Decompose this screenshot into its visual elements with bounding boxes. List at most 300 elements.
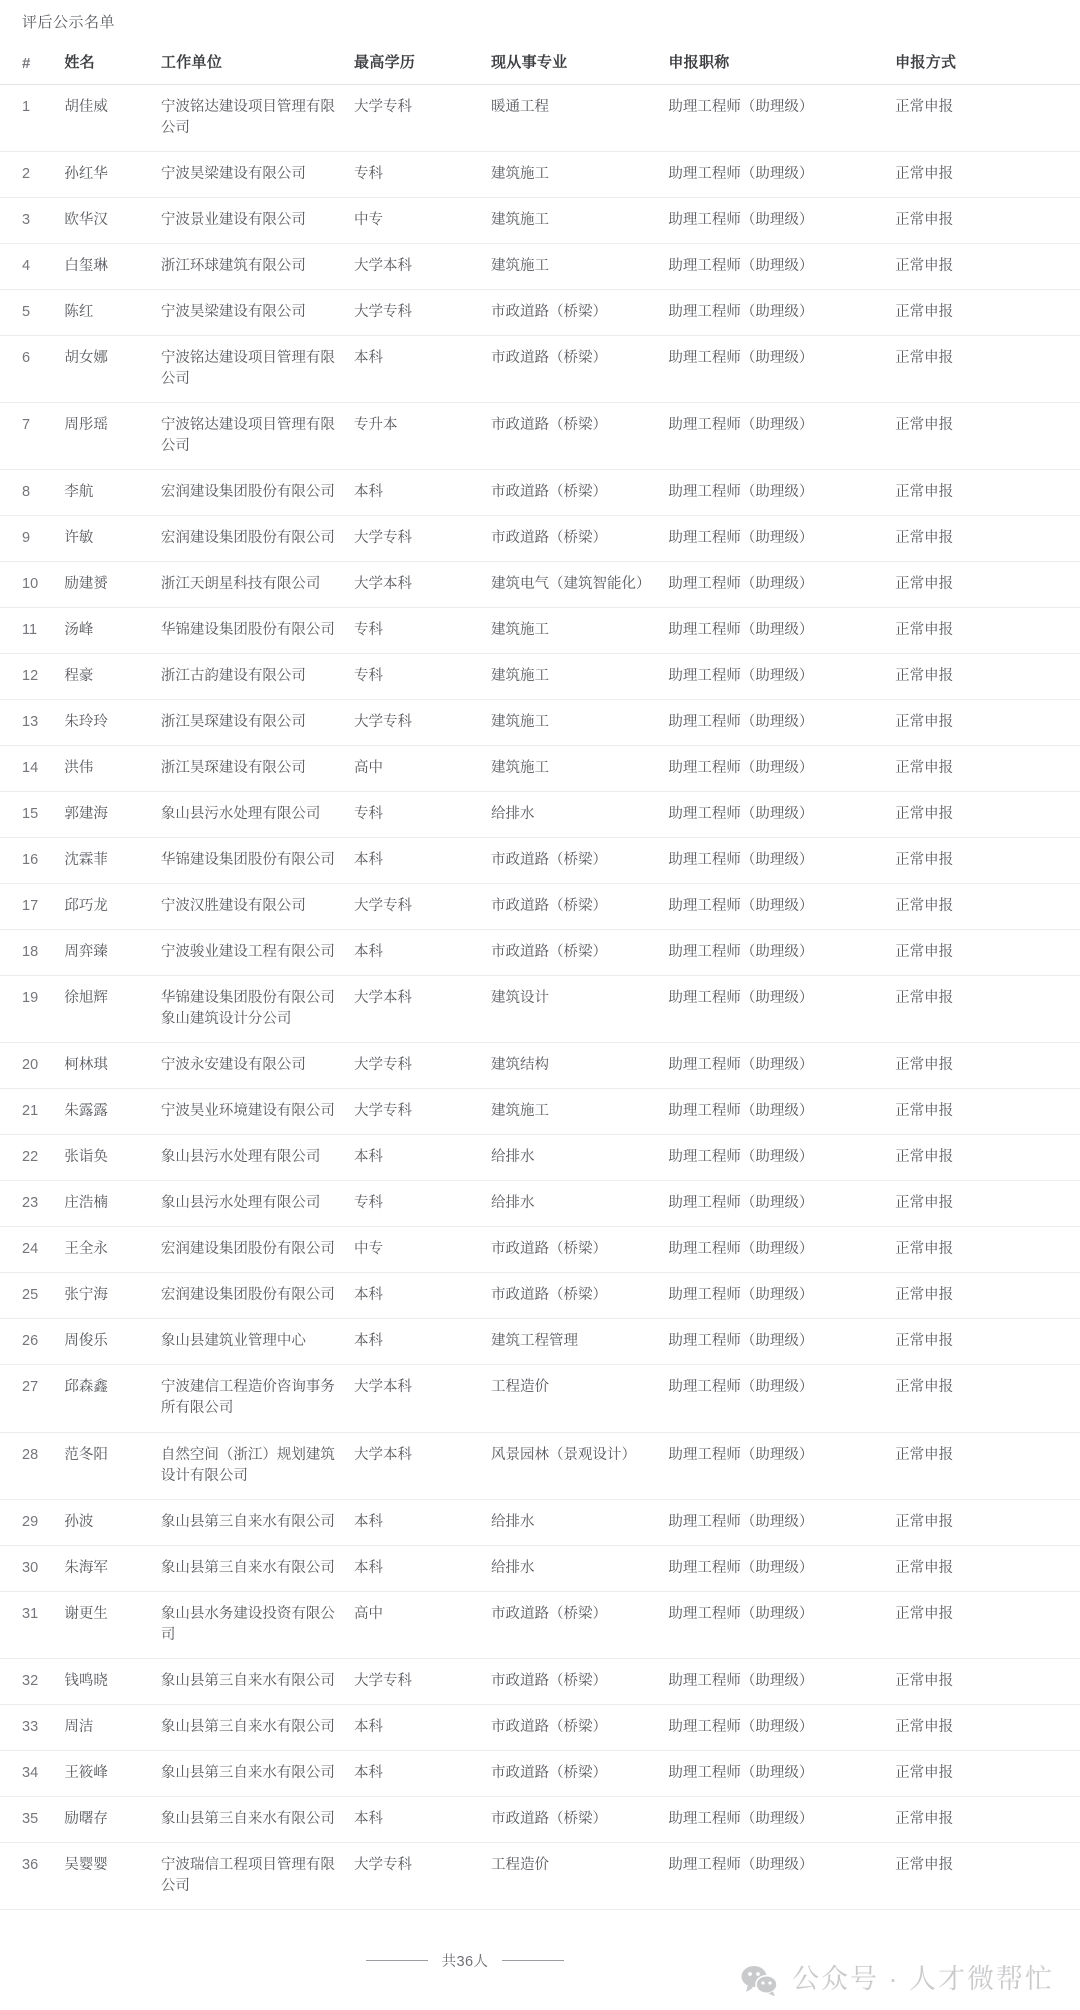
cell-applied-title: 助理工程师（助理级）	[662, 470, 889, 516]
table-row	[0, 244, 1080, 290]
cell-applied-title: 助理工程师（助理级）	[662, 1365, 889, 1432]
cell-education: 中专	[348, 1227, 485, 1273]
cell-applied-title: 助理工程师（助理级）	[662, 1750, 889, 1796]
cell-application-mode: 正常申报	[889, 654, 1080, 700]
cell-application-mode: 正常申报	[889, 746, 1080, 792]
table-row	[0, 1591, 1080, 1658]
cell-application-mode: 正常申报	[889, 1181, 1080, 1227]
cell-major: 市政道路（桥梁）	[485, 1273, 662, 1319]
cell-major: 给排水	[485, 1545, 662, 1591]
cell-applied-title: 助理工程师（助理级）	[662, 152, 889, 198]
cell-org: 象山县第三自来水有限公司	[155, 1658, 348, 1704]
cell-major: 市政道路（桥梁）	[485, 1227, 662, 1273]
cell-major: 市政道路（桥梁）	[485, 336, 662, 403]
cell-applied-title: 助理工程师（助理级）	[662, 198, 889, 244]
table-row	[0, 792, 1080, 838]
cell-index: 1	[0, 85, 58, 152]
cell-major: 给排水	[485, 1181, 662, 1227]
cell-education: 专升本	[348, 403, 485, 470]
cell-major: 建筑施工	[485, 608, 662, 654]
cell-applied-title: 助理工程师（助理级）	[662, 930, 889, 976]
cell-education: 大学本科	[348, 562, 485, 608]
cell-applied-title: 助理工程师（助理级）	[662, 746, 889, 792]
table-row	[0, 1658, 1080, 1704]
watermark	[740, 1964, 1054, 1996]
cell-applied-title: 助理工程师（助理级）	[662, 654, 889, 700]
cell-applied-title: 助理工程师（助理级）	[662, 976, 889, 1043]
cell-applied-title: 助理工程师（助理级）	[662, 1043, 889, 1089]
cell-index: 20	[0, 1043, 58, 1089]
cell-applied-title: 助理工程师（助理级）	[662, 562, 889, 608]
column-header-index: #	[0, 43, 58, 85]
cell-major: 市政道路（桥梁）	[485, 1658, 662, 1704]
cell-major: 风景园林（景观设计）	[485, 1432, 662, 1499]
table-row	[0, 1704, 1080, 1750]
cell-major: 市政道路（桥梁）	[485, 1591, 662, 1658]
cell-application-mode: 正常申报	[889, 884, 1080, 930]
cell-index: 7	[0, 403, 58, 470]
cell-org: 华锦建设集团股份有限公司	[155, 608, 348, 654]
cell-applied-title: 助理工程师（助理级）	[662, 1591, 889, 1658]
cell-education: 专科	[348, 608, 485, 654]
table-row	[0, 1750, 1080, 1796]
cell-name: 胡佳威	[58, 85, 155, 152]
table-row	[0, 654, 1080, 700]
cell-name: 张诣奂	[58, 1135, 155, 1181]
cell-application-mode: 正常申报	[889, 1545, 1080, 1591]
cell-major: 市政道路（桥梁）	[485, 516, 662, 562]
cell-org: 象山县第三自来水有限公司	[155, 1704, 348, 1750]
cell-major: 建筑施工	[485, 746, 662, 792]
cell-major: 暖通工程	[485, 85, 662, 152]
cell-index: 35	[0, 1796, 58, 1842]
cell-org: 宁波瑞信工程项目管理有限公司	[155, 1842, 348, 1909]
cell-name: 陈红	[58, 290, 155, 336]
cell-application-mode: 正常申报	[889, 1135, 1080, 1181]
cell-application-mode: 正常申报	[889, 1796, 1080, 1842]
cell-org: 宁波骏业建设工程有限公司	[155, 930, 348, 976]
cell-org: 象山县第三自来水有限公司	[155, 1750, 348, 1796]
cell-application-mode: 正常申报	[889, 1704, 1080, 1750]
cell-applied-title: 助理工程师（助理级）	[662, 1658, 889, 1704]
cell-org: 浙江环球建筑有限公司	[155, 244, 348, 290]
table-row	[0, 1273, 1080, 1319]
cell-name: 徐旭辉	[58, 976, 155, 1043]
cell-major: 市政道路（桥梁）	[485, 403, 662, 470]
cell-name: 孙波	[58, 1499, 155, 1545]
cell-name: 励建赟	[58, 562, 155, 608]
cell-application-mode: 正常申报	[889, 403, 1080, 470]
cell-name: 孙红华	[58, 152, 155, 198]
cell-application-mode: 正常申报	[889, 1365, 1080, 1432]
cell-org: 宁波昊梁建设有限公司	[155, 290, 348, 336]
cell-index: 30	[0, 1545, 58, 1591]
cell-name: 吴婴婴	[58, 1842, 155, 1909]
cell-major: 给排水	[485, 1499, 662, 1545]
cell-major: 建筑施工	[485, 198, 662, 244]
cell-name: 柯林琪	[58, 1043, 155, 1089]
cell-org: 象山县污水处理有限公司	[155, 1135, 348, 1181]
cell-org: 宁波昊业环境建设有限公司	[155, 1089, 348, 1135]
cell-education: 专科	[348, 654, 485, 700]
table-row	[0, 1089, 1080, 1135]
cell-name: 钱鸣晓	[58, 1658, 155, 1704]
cell-applied-title: 助理工程师（助理级）	[662, 1796, 889, 1842]
cell-education: 本科	[348, 1796, 485, 1842]
cell-name: 白玺琳	[58, 244, 155, 290]
cell-name: 朱露露	[58, 1089, 155, 1135]
cell-org: 宁波永安建设有限公司	[155, 1043, 348, 1089]
cell-name: 汤峰	[58, 608, 155, 654]
cell-name: 张宁海	[58, 1273, 155, 1319]
cell-applied-title: 助理工程师（助理级）	[662, 608, 889, 654]
cell-index: 23	[0, 1181, 58, 1227]
cell-application-mode: 正常申报	[889, 1842, 1080, 1909]
table-row	[0, 1545, 1080, 1591]
table-row	[0, 1227, 1080, 1273]
cell-major: 建筑电气（建筑智能化）	[485, 562, 662, 608]
cell-name: 沈霖菲	[58, 838, 155, 884]
cell-application-mode: 正常申报	[889, 1658, 1080, 1704]
cell-applied-title: 助理工程师（助理级）	[662, 1545, 889, 1591]
cell-org: 宏润建设集团股份有限公司	[155, 1273, 348, 1319]
cell-index: 10	[0, 562, 58, 608]
table-row	[0, 152, 1080, 198]
cell-org: 宁波昊梁建设有限公司	[155, 152, 348, 198]
cell-org: 浙江昊琛建设有限公司	[155, 700, 348, 746]
cell-index: 4	[0, 244, 58, 290]
wechat-icon	[740, 1964, 780, 1996]
cell-applied-title: 助理工程师（助理级）	[662, 1432, 889, 1499]
cell-major: 市政道路（桥梁）	[485, 930, 662, 976]
cell-education: 本科	[348, 1499, 485, 1545]
cell-education: 本科	[348, 1135, 485, 1181]
cell-education: 本科	[348, 1545, 485, 1591]
cell-education: 本科	[348, 1319, 485, 1365]
page-footer	[0, 1932, 1080, 2010]
cell-name: 庄浩楠	[58, 1181, 155, 1227]
cell-application-mode: 正常申报	[889, 1750, 1080, 1796]
table-header	[0, 43, 1080, 85]
cell-index: 32	[0, 1658, 58, 1704]
cell-education: 高中	[348, 1591, 485, 1658]
cell-name: 励曙存	[58, 1796, 155, 1842]
cell-application-mode: 正常申报	[889, 976, 1080, 1043]
cell-education: 本科	[348, 838, 485, 884]
cell-index: 15	[0, 792, 58, 838]
cell-applied-title: 助理工程师（助理级）	[662, 1499, 889, 1545]
cell-major: 建筑施工	[485, 700, 662, 746]
table-row	[0, 336, 1080, 403]
cell-application-mode: 正常申报	[889, 152, 1080, 198]
cell-major: 工程造价	[485, 1842, 662, 1909]
table-row	[0, 1432, 1080, 1499]
table-row	[0, 1319, 1080, 1365]
cell-applied-title: 助理工程师（助理级）	[662, 1704, 889, 1750]
cell-index: 28	[0, 1432, 58, 1499]
cell-org: 象山县第三自来水有限公司	[155, 1796, 348, 1842]
cell-name: 王筱峰	[58, 1750, 155, 1796]
cell-education: 大学专科	[348, 1658, 485, 1704]
cell-org: 宁波铭达建设项目管理有限公司	[155, 336, 348, 403]
cell-org: 象山县污水处理有限公司	[155, 792, 348, 838]
cell-major: 市政道路（桥梁）	[485, 290, 662, 336]
cell-application-mode: 正常申报	[889, 1089, 1080, 1135]
cell-index: 5	[0, 290, 58, 336]
cell-application-mode: 正常申报	[889, 1591, 1080, 1658]
cell-education: 本科	[348, 1704, 485, 1750]
cell-applied-title: 助理工程师（助理级）	[662, 838, 889, 884]
cell-application-mode: 正常申报	[889, 1319, 1080, 1365]
cell-major: 建筑施工	[485, 1089, 662, 1135]
cell-education: 专科	[348, 792, 485, 838]
table-row	[0, 838, 1080, 884]
cell-index: 11	[0, 608, 58, 654]
table-row	[0, 516, 1080, 562]
column-header-education: 最高学历	[348, 43, 485, 85]
watermark-text: 公众号 · 人才微帮忙	[792, 1964, 1054, 1995]
cell-education: 大学专科	[348, 884, 485, 930]
cell-major: 市政道路（桥梁）	[485, 838, 662, 884]
cell-org: 浙江天朗星科技有限公司	[155, 562, 348, 608]
cell-education: 大学专科	[348, 1089, 485, 1135]
cell-org: 宁波铭达建设项目管理有限公司	[155, 85, 348, 152]
cell-education: 本科	[348, 1273, 485, 1319]
cell-applied-title: 助理工程师（助理级）	[662, 1842, 889, 1909]
cell-application-mode: 正常申报	[889, 1499, 1080, 1545]
cell-index: 31	[0, 1591, 58, 1658]
cell-application-mode: 正常申报	[889, 336, 1080, 403]
cell-org: 象山县污水处理有限公司	[155, 1181, 348, 1227]
cell-index: 8	[0, 470, 58, 516]
cell-education: 本科	[348, 470, 485, 516]
cell-org: 象山县水务建设投资有限公司	[155, 1591, 348, 1658]
cell-major: 建筑施工	[485, 152, 662, 198]
cell-index: 2	[0, 152, 58, 198]
cell-org: 象山县建筑业管理中心	[155, 1319, 348, 1365]
cell-org: 华锦建设集团股份有限公司	[155, 838, 348, 884]
cell-applied-title: 助理工程师（助理级）	[662, 1273, 889, 1319]
cell-education: 高中	[348, 746, 485, 792]
cell-application-mode: 正常申报	[889, 1432, 1080, 1499]
cell-major: 建筑结构	[485, 1043, 662, 1089]
cell-application-mode: 正常申报	[889, 608, 1080, 654]
cell-application-mode: 正常申报	[889, 1273, 1080, 1319]
table-body	[0, 85, 1080, 1910]
cell-application-mode: 正常申报	[889, 700, 1080, 746]
cell-applied-title: 助理工程师（助理级）	[662, 85, 889, 152]
cell-index: 16	[0, 838, 58, 884]
cell-application-mode: 正常申报	[889, 290, 1080, 336]
cell-name: 周洁	[58, 1704, 155, 1750]
cell-name: 周俊乐	[58, 1319, 155, 1365]
cell-applied-title: 助理工程师（助理级）	[662, 884, 889, 930]
cell-major: 建筑工程管理	[485, 1319, 662, 1365]
cell-index: 14	[0, 746, 58, 792]
cell-name: 周彤瑶	[58, 403, 155, 470]
cell-name: 周弈臻	[58, 930, 155, 976]
cell-education: 本科	[348, 1750, 485, 1796]
cell-major: 市政道路（桥梁）	[485, 1704, 662, 1750]
cell-application-mode: 正常申报	[889, 244, 1080, 290]
table-row	[0, 884, 1080, 930]
cell-application-mode: 正常申报	[889, 930, 1080, 976]
table-row	[0, 1365, 1080, 1432]
cell-major: 市政道路（桥梁）	[485, 1750, 662, 1796]
column-header-applied-title: 申报职称	[662, 43, 889, 85]
cell-org: 宏润建设集团股份有限公司	[155, 470, 348, 516]
cell-org: 宁波景业建设有限公司	[155, 198, 348, 244]
cell-index: 22	[0, 1135, 58, 1181]
cell-education: 大学本科	[348, 1365, 485, 1432]
cell-application-mode: 正常申报	[889, 1227, 1080, 1273]
cell-org: 宏润建设集团股份有限公司	[155, 516, 348, 562]
cell-index: 34	[0, 1750, 58, 1796]
cell-index: 17	[0, 884, 58, 930]
cell-education: 本科	[348, 930, 485, 976]
cell-education: 专科	[348, 152, 485, 198]
cell-name: 欧华汉	[58, 198, 155, 244]
cell-education: 大学专科	[348, 1842, 485, 1909]
cell-applied-title: 助理工程师（助理级）	[662, 290, 889, 336]
column-header-application-mode: 申报方式	[889, 43, 1080, 85]
cell-major: 给排水	[485, 792, 662, 838]
column-header-major: 现从事专业	[485, 43, 662, 85]
cell-application-mode: 正常申报	[889, 516, 1080, 562]
cell-name: 邱巧龙	[58, 884, 155, 930]
cell-applied-title: 助理工程师（助理级）	[662, 1181, 889, 1227]
page-title: 评后公示名单	[22, 14, 116, 31]
cell-name: 许敏	[58, 516, 155, 562]
cell-name: 郭建海	[58, 792, 155, 838]
cell-education: 大学专科	[348, 85, 485, 152]
cell-name: 李航	[58, 470, 155, 516]
cell-major: 市政道路（桥梁）	[485, 884, 662, 930]
cell-index: 21	[0, 1089, 58, 1135]
cell-applied-title: 助理工程师（助理级）	[662, 516, 889, 562]
cell-applied-title: 助理工程师（助理级）	[662, 1089, 889, 1135]
cell-education: 大学专科	[348, 290, 485, 336]
table-row	[0, 1499, 1080, 1545]
cell-applied-title: 助理工程师（助理级）	[662, 700, 889, 746]
candidate-listing-table	[0, 43, 1080, 1910]
cell-applied-title: 助理工程师（助理级）	[662, 1135, 889, 1181]
cell-index: 26	[0, 1319, 58, 1365]
rule-left	[366, 1960, 428, 1961]
cell-org: 华锦建设集团股份有限公司象山建筑设计分公司	[155, 976, 348, 1043]
table-row	[0, 608, 1080, 654]
cell-application-mode: 正常申报	[889, 838, 1080, 884]
cell-org: 自然空间（浙江）规划建筑设计有限公司	[155, 1432, 348, 1499]
cell-index: 19	[0, 976, 58, 1043]
cell-index: 24	[0, 1227, 58, 1273]
cell-name: 朱海军	[58, 1545, 155, 1591]
cell-application-mode: 正常申报	[889, 198, 1080, 244]
cell-index: 12	[0, 654, 58, 700]
cell-index: 6	[0, 336, 58, 403]
cell-name: 范冬阳	[58, 1432, 155, 1499]
cell-applied-title: 助理工程师（助理级）	[662, 244, 889, 290]
cell-index: 9	[0, 516, 58, 562]
cell-name: 程豪	[58, 654, 155, 700]
cell-name: 谢更生	[58, 1591, 155, 1658]
cell-index: 27	[0, 1365, 58, 1432]
cell-application-mode: 正常申报	[889, 792, 1080, 838]
cell-major: 给排水	[485, 1135, 662, 1181]
table-header-row	[0, 43, 1080, 85]
cell-education: 大学本科	[348, 1432, 485, 1499]
cell-org: 浙江昊琛建设有限公司	[155, 746, 348, 792]
cell-education: 大学专科	[348, 1043, 485, 1089]
table-row	[0, 470, 1080, 516]
cell-org: 宁波铭达建设项目管理有限公司	[155, 403, 348, 470]
table-row	[0, 1796, 1080, 1842]
cell-org: 宁波建信工程造价咨询事务所有限公司	[155, 1365, 348, 1432]
cell-index: 18	[0, 930, 58, 976]
rule-right	[502, 1960, 564, 1961]
cell-name: 王全永	[58, 1227, 155, 1273]
cell-applied-title: 助理工程师（助理级）	[662, 1227, 889, 1273]
table-row	[0, 290, 1080, 336]
cell-applied-title: 助理工程师（助理级）	[662, 336, 889, 403]
table-row	[0, 976, 1080, 1043]
cell-applied-title: 助理工程师（助理级）	[662, 792, 889, 838]
cell-name: 邱森鑫	[58, 1365, 155, 1432]
cell-application-mode: 正常申报	[889, 470, 1080, 516]
cell-major: 建筑施工	[485, 654, 662, 700]
cell-application-mode: 正常申报	[889, 562, 1080, 608]
cell-education: 大学专科	[348, 516, 485, 562]
cell-major: 市政道路（桥梁）	[485, 1796, 662, 1842]
cell-org: 浙江古韵建设有限公司	[155, 654, 348, 700]
cell-applied-title: 助理工程师（助理级）	[662, 1319, 889, 1365]
cell-application-mode: 正常申报	[889, 85, 1080, 152]
column-header-name: 姓名	[58, 43, 155, 85]
table-row	[0, 700, 1080, 746]
table-row	[0, 85, 1080, 152]
table-row	[0, 746, 1080, 792]
cell-index: 36	[0, 1842, 58, 1909]
cell-index: 3	[0, 198, 58, 244]
total-count-label: 共36人	[441, 1953, 489, 1970]
column-header-org: 工作单位	[155, 43, 348, 85]
cell-org: 宁波汉胜建设有限公司	[155, 884, 348, 930]
cell-education: 大学本科	[348, 976, 485, 1043]
table-row	[0, 1043, 1080, 1089]
cell-index: 13	[0, 700, 58, 746]
cell-major: 建筑设计	[485, 976, 662, 1043]
cell-index: 33	[0, 1704, 58, 1750]
cell-name: 朱玲玲	[58, 700, 155, 746]
table-row	[0, 1842, 1080, 1909]
cell-index: 25	[0, 1273, 58, 1319]
cell-index: 29	[0, 1499, 58, 1545]
cell-education: 专科	[348, 1181, 485, 1227]
cell-major: 工程造价	[485, 1365, 662, 1432]
cell-org: 象山县第三自来水有限公司	[155, 1499, 348, 1545]
table-row	[0, 562, 1080, 608]
cell-name: 胡女娜	[58, 336, 155, 403]
table-row	[0, 1181, 1080, 1227]
cell-education: 中专	[348, 198, 485, 244]
cell-major: 建筑施工	[485, 244, 662, 290]
cell-education: 本科	[348, 336, 485, 403]
cell-education: 大学本科	[348, 244, 485, 290]
table-row	[0, 1135, 1080, 1181]
cell-applied-title: 助理工程师（助理级）	[662, 403, 889, 470]
table-row	[0, 403, 1080, 470]
cell-org: 象山县第三自来水有限公司	[155, 1545, 348, 1591]
